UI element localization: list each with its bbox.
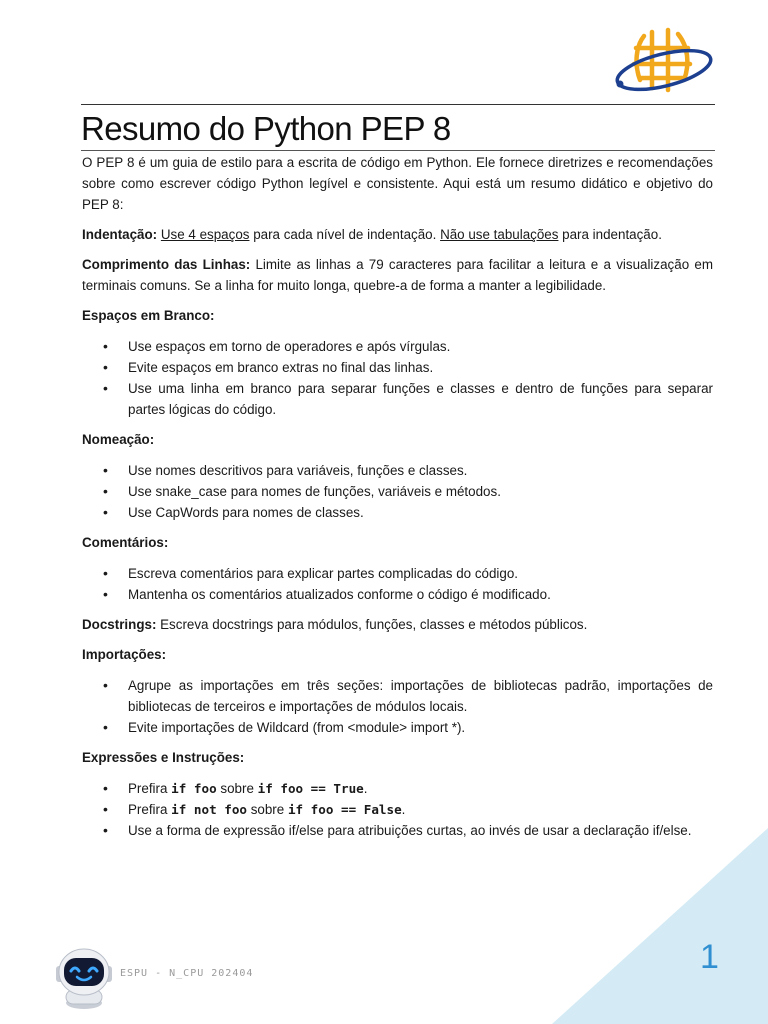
list-item: • Use snake_case para nomes de funções, variáveis e métodos. <box>82 481 713 502</box>
list-item: • Use uma linha em branco para separar funções e classes e dentro de funções para separar partes lógicas do código. <box>82 378 713 420</box>
comentarios-heading: Comentários: <box>82 535 169 550</box>
list-item: • Escreva comentários para explicar partes complicadas do código. <box>82 563 713 584</box>
nomeacao-list <box>82 460 713 523</box>
comprimento-paragraph <box>82 254 713 296</box>
list-item: • Agrupe as importações em três seções: importações de bibliotecas padrão, importações de bibliotecas de terceiros e importações de módulos locais. <box>82 675 713 717</box>
list-item: • Use nomes descritivos para variáveis, funções e classes. <box>82 460 713 481</box>
page-title: Resumo do Python PEP 8 <box>81 110 451 147</box>
text-fragment: sobre <box>247 802 288 817</box>
list-item: • Use a forma de expressão if/else para atribuições curtas, ao invés de usar a declaração if/else. <box>82 820 713 841</box>
importacoes-heading: Importações: <box>82 647 167 662</box>
comentarios-list <box>82 563 713 605</box>
text-fragment: sobre <box>216 781 258 796</box>
docstrings-paragraph <box>82 614 713 635</box>
inline-code: if foo == True <box>257 781 364 796</box>
list-item: • Evite espaços em branco extras no final das linhas. <box>82 357 713 378</box>
docstrings-text: Escreva docstrings para módulos, funções, classes e métodos públicos. <box>156 617 588 632</box>
importacoes-list <box>82 675 713 738</box>
docstrings-label: Docstrings: <box>82 617 157 632</box>
indentacao-part4: para indentação. <box>558 227 662 242</box>
espacos-list <box>82 336 713 420</box>
list-item: • Use espaços em torno de operadores e após vírgulas. <box>82 336 713 357</box>
list-item <box>82 799 713 820</box>
indentacao-part3: Não use tabulações <box>440 227 559 242</box>
text-fragment: . <box>401 802 406 817</box>
indentacao-part2: para cada nível de indentação. <box>249 227 441 242</box>
comprimento-text: Limite as linhas a 79 caracteres para facilitar a leitura e a visualização em terminais comuns. Se a linha for muito longa, quebre-a de forma a manter a legibilidade. <box>82 257 713 293</box>
list-item <box>82 778 713 799</box>
globe-grid-orbit-icon <box>612 24 714 98</box>
document-body <box>82 152 713 850</box>
intro-paragraph: O PEP 8 é um guia de estilo para a escrita de código em Python. Ele fornece diretrizes e recomendações sobre como escrever código Python legível e consistente. Aqui está um resumo didático e objetivo do PEP 8: <box>82 155 713 212</box>
footer-code: ESPU - N_CPU 202404 <box>120 968 254 979</box>
indentacao-label: Indentação: <box>82 227 158 242</box>
inline-code: if not foo <box>171 802 247 817</box>
corner-decoration <box>552 828 768 1024</box>
expressoes-heading: Expressões e Instruções: <box>82 750 245 765</box>
indentacao-part1: Use 4 espaços <box>160 227 250 242</box>
list-item: • Evite importações de Wildcard (from <module> import *). <box>82 717 713 738</box>
header-rule-bottom <box>81 150 715 151</box>
text-fragment: . <box>363 781 368 796</box>
nomeacao-heading: Nomeação: <box>82 432 155 447</box>
comprimento-label: Comprimento das Linhas: <box>82 257 251 272</box>
list-item: • Use CapWords para nomes de classes. <box>82 502 713 523</box>
page-number: 1 <box>700 938 719 976</box>
robot-mascot-icon <box>52 940 116 1010</box>
indentacao-paragraph <box>82 224 713 245</box>
espacos-heading: Espaços em Branco: <box>82 308 215 323</box>
header-rule-top <box>81 104 715 105</box>
list-item: • Mantenha os comentários atualizados conforme o código é modificado. <box>82 584 713 605</box>
inline-code: if foo <box>171 781 217 796</box>
text-fragment: Prefira <box>128 802 172 817</box>
inline-code: if foo == False <box>287 802 402 817</box>
text-fragment: Prefira <box>128 781 172 796</box>
